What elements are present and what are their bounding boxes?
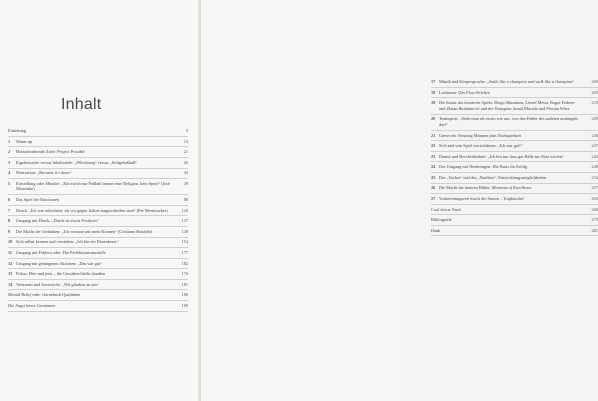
page-number: 21 <box>183 149 188 155</box>
page-number: 200 <box>591 79 598 84</box>
chapter-title: Einleitung <box>8 128 26 133</box>
page-number: 203 <box>591 89 598 95</box>
page-number: 180 <box>181 302 188 308</box>
toc-entry <box>8 197 188 206</box>
chapter-number: 6 <box>8 197 11 203</box>
chapter-number: 7 <box>8 207 11 213</box>
chapter-number: 10 <box>8 239 13 245</box>
chapter-title: Bibliografie <box>431 217 452 223</box>
page-number: 14 <box>183 138 188 144</box>
chapter-title: Umgang mit Druck: „Druck ist etwas Positives“ <box>16 218 99 224</box>
page-number: 254 <box>591 174 598 180</box>
page-number: 263 <box>591 195 598 201</box>
page-number: 229 <box>591 116 598 122</box>
page-number: 281 <box>591 227 598 233</box>
toc-entry <box>8 292 188 301</box>
chapter-title: Sich und sein Spiel wertschätzen: „Ich war gut!“ <box>439 143 523 149</box>
toc-entry <box>8 128 188 137</box>
chapter-number: 8 <box>8 218 11 224</box>
chapter-number: 27 <box>431 195 436 201</box>
toc-entry <box>8 250 188 259</box>
chapter-number: 14 <box>8 281 13 287</box>
toc-entry <box>8 239 188 248</box>
toc-entry <box>8 170 188 179</box>
chapter-number: 18 <box>431 89 436 95</box>
chapter-title: Umgang mit gelungenen Aktionen: „Das war gut“ <box>16 260 103 266</box>
chapter-title: Motivation: „Because it’s there“ <box>16 170 72 176</box>
toc-entry <box>431 79 598 88</box>
page-number: 88 <box>183 197 188 203</box>
toc-entry <box>8 282 188 291</box>
chapter-number: 9 <box>8 228 11 234</box>
chapter-number: 12 <box>8 260 13 266</box>
page-number: 176 <box>181 271 188 277</box>
toc-entry <box>8 208 188 217</box>
chapter-title: Die Macht der Gedanken: „Ich vertraue auf mein Können“ (Cristiano Ronaldo) <box>16 228 153 234</box>
toc-entry <box>431 116 598 130</box>
page-number: 275 <box>591 217 598 223</box>
chapter-title: Loslassen: Das Flow-Erleben <box>439 89 490 95</box>
toc-entry <box>8 181 188 195</box>
toc-entry <box>431 133 598 142</box>
toc-heading: Inhalt <box>61 96 102 113</box>
toc-entry <box>431 100 598 114</box>
page-number: 43 <box>183 170 188 176</box>
toc-entry <box>8 271 188 280</box>
page-number: 154 <box>181 239 188 245</box>
page-number: 49 <box>183 180 188 186</box>
toc-list-right <box>431 79 598 238</box>
page-number: 268 <box>591 206 598 212</box>
page-number: 243 <box>591 153 598 159</box>
toc-entry <box>431 175 598 184</box>
chapter-number: 24 <box>431 164 436 170</box>
chapter-title: Vorbereitungszeit durch die Saison – Torphasche! <box>439 195 525 201</box>
toc-entry <box>431 143 598 152</box>
chapter-title: Das Spiel der Emotionen <box>16 197 60 203</box>
left-page <box>0 0 200 401</box>
chapter-title: Der Umgang mit Niederlagen: Die Basis für Erfolg <box>439 164 528 170</box>
toc-entry <box>431 228 598 237</box>
chapter-title: Die Macht der inneren Bilder: Moments of Excellence <box>439 185 532 191</box>
right-page <box>201 0 598 401</box>
toc-entry <box>431 154 598 163</box>
chapter-title: Cool down: Fazit <box>431 206 461 212</box>
chapter-number: 21 <box>431 132 436 138</box>
chapter-title: Warm-up <box>16 138 33 144</box>
page-number: 137 <box>181 218 188 224</box>
toc-list-left <box>8 128 188 313</box>
chapter-number: 19 <box>431 100 436 106</box>
chapter-title: Druck: „Ich war erleichtert, als wir gegen Italien ausgeschieden sind“ (Per Mertesacker) <box>16 207 168 213</box>
chapter-title: Mimik und Körpersprache: „Smile like a champion and walk like a champion“ <box>439 79 574 84</box>
toc-entry <box>8 149 188 158</box>
chapter-number: 22 <box>431 143 436 149</box>
toc-entry <box>8 303 188 312</box>
toc-entry <box>431 207 598 216</box>
page-number: 181 <box>181 281 188 287</box>
chapter-title: Mental Belief oder: Gerneback-Qualitäten <box>8 292 81 298</box>
toc-entry <box>431 90 598 99</box>
toc-entry <box>431 185 598 194</box>
chapter-number: 26 <box>431 185 436 191</box>
chapter-title: Teamspirit: „Sieht man als erstes wie uns, wer den Fehler des anderen ausbügeln darf“ <box>439 116 578 127</box>
chapter-number: 13 <box>8 271 13 277</box>
chapter-number: 23 <box>431 153 436 159</box>
chapter-title: Gerne ein: Neunzig Minuten plus Nachspielzeit <box>439 132 521 138</box>
page-number: 177 <box>181 249 188 255</box>
page-number: 120 <box>181 207 188 213</box>
chapter-title: Die Kunst des kreativen Spiels: Diego Maradona, Lionel Messi, Roger Federer und Zlatan Ibrahimović und die Youngster Jamal Musiala und Florian Wirtz <box>439 100 575 111</box>
chapter-title: Einstellung oder Mindset: „Ein zwich nur Fußball immer eine Religion, kein Sport“ (José Mourinho) <box>16 180 170 192</box>
page-number: 182 <box>181 260 188 266</box>
toc-entry <box>8 139 188 148</box>
toc-entry <box>431 164 598 173</box>
toc-entry <box>8 229 188 238</box>
toc-entry <box>431 196 598 205</box>
page-number: 186 <box>181 292 188 298</box>
chapter-title: Das „Vorher“ und das „Nachher“: Entwicklungsmöglichkeiten <box>439 174 547 180</box>
page-number: 219 <box>591 100 598 106</box>
chapter-title: Herausfordernde Ziele: Project Possible <box>16 149 86 155</box>
page-number: 149 <box>181 228 188 234</box>
toc-entry <box>8 261 188 270</box>
chapter-number: 11 <box>8 249 13 255</box>
chapter-number: 4 <box>8 170 11 176</box>
page-number: 236 <box>591 132 598 138</box>
chapter-title: Umgang mit Fehlern oder: Die Perfektionismusfalle <box>16 249 106 255</box>
page-number: 26 <box>183 159 188 165</box>
chapter-number: 5 <box>8 180 11 186</box>
toc-entry <box>431 217 598 226</box>
toc-entry <box>8 160 188 169</box>
toc-entry <box>8 218 188 227</box>
page-number: 249 <box>591 164 598 170</box>
chapter-title: Sich selbst kennen und verstehen: „Ich bin ein Denenkerer“ <box>16 239 119 245</box>
chapter-number: 17 <box>431 79 436 84</box>
chapter-title: Die Angst bevor Gewinnen <box>8 302 55 308</box>
chapter-number: 2 <box>8 149 11 155</box>
chapter-title: Dank <box>431 227 441 233</box>
chapter-number: 1 <box>8 138 11 144</box>
page-number: 237 <box>591 143 598 149</box>
chapter-number: 25 <box>431 174 436 180</box>
chapter-title: Demut und Bescheidenheit: „Ich bin nur dass gut Bälle ins Netz werfen“ <box>439 153 564 159</box>
page-number: 9 <box>185 128 188 133</box>
page-number: 257 <box>591 185 598 191</box>
chapter-number: 3 <box>8 159 11 165</box>
chapter-title: Ergebnisziele versus Inhaltsziele: „Pflichtsieg“ versus „Stiltgefußball“ <box>16 159 138 165</box>
chapter-number: 20 <box>431 116 436 122</box>
chapter-title: Vertrauen und Zuversicht: „Wir glauben an uns“ <box>16 281 100 287</box>
chapter-title: Fokus: Hier und jetzt – die Gewalten bleibt draußen <box>16 271 106 277</box>
